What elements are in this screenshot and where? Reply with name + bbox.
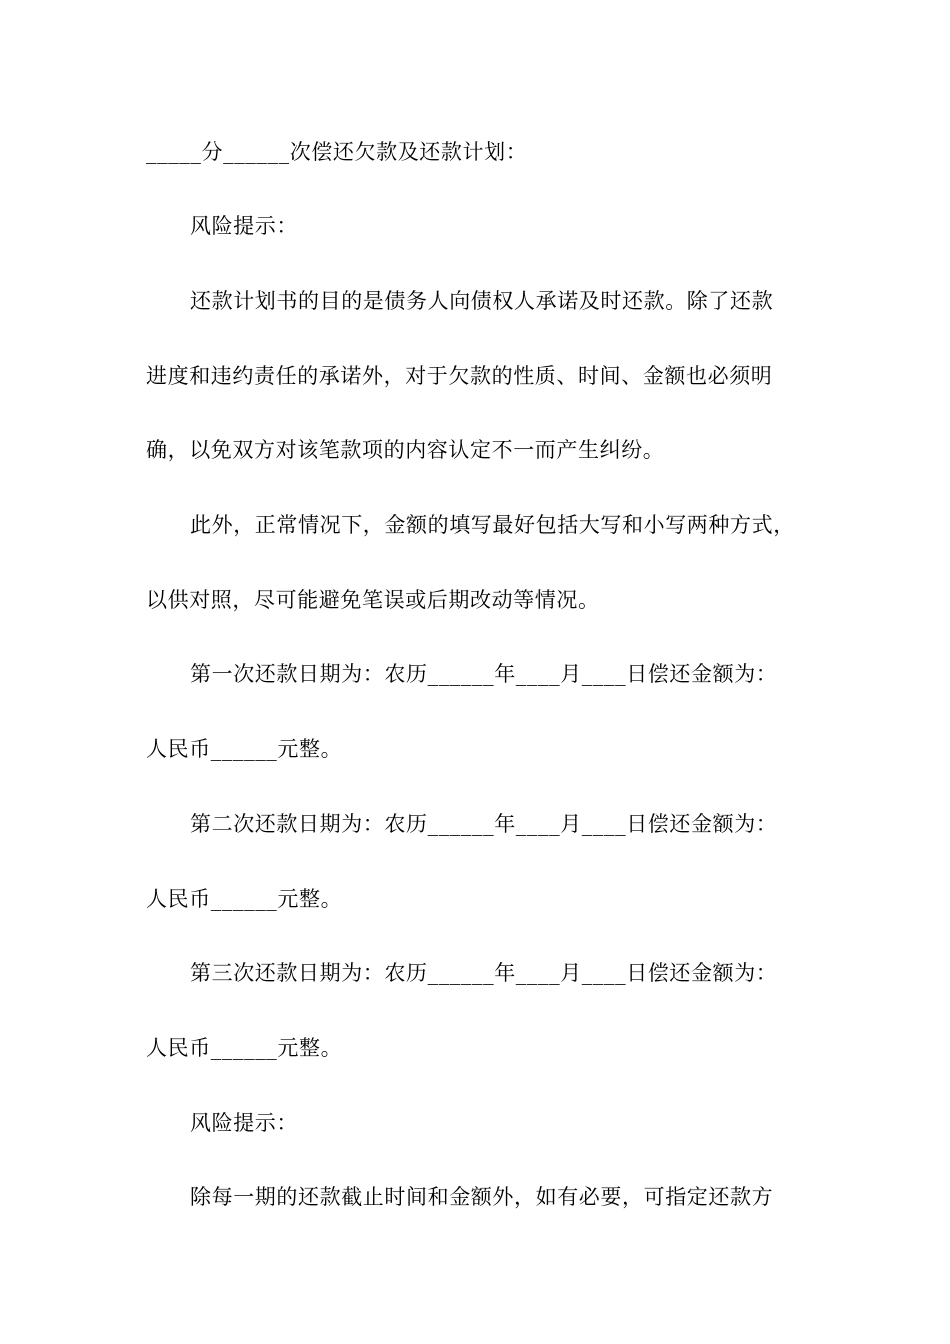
risk-notice-label: 风险提示： (190, 1111, 298, 1135)
installment-amount-line: 人民币______元整。 (146, 1036, 343, 1060)
risk-notice-label: 风险提示： (190, 214, 298, 238)
paragraph-line: 以供对照，尽可能避免笔误或后期改动等情况。 (146, 588, 600, 612)
installment-date-line: 第三次还款日期为：农历______年____月____日偿还金额为： (190, 961, 778, 985)
paragraph-line: 还款计划书的目的是债务人向债权人承诺及时还款。除了还款 (190, 289, 774, 313)
paragraph-line: 确，以免双方对该笔款项的内容认定不一而产生纠纷。 (146, 438, 665, 462)
installment-amount-line: 人民币______元整。 (146, 887, 343, 911)
installment-amount-line: 人民币______元整。 (146, 737, 343, 761)
repayment-plan-heading-line: _____分______次偿还欠款及还款计划： (146, 140, 528, 164)
paragraph-line: 此外，正常情况下，金额的填写最好包括大写和小写两种方式， (190, 513, 795, 537)
installment-date-line: 第二次还款日期为：农历______年____月____日偿还金额为： (190, 812, 778, 836)
paragraph-line: 除每一期的还款截止时间和金额外，如有必要，可指定还款方 (190, 1185, 774, 1209)
installment-date-line: 第一次还款日期为：农历______年____月____日偿还金额为： (190, 662, 778, 686)
paragraph-line: 进度和违约责任的承诺外，对于欠款的性质、时间、金额也必须明 (146, 364, 773, 388)
